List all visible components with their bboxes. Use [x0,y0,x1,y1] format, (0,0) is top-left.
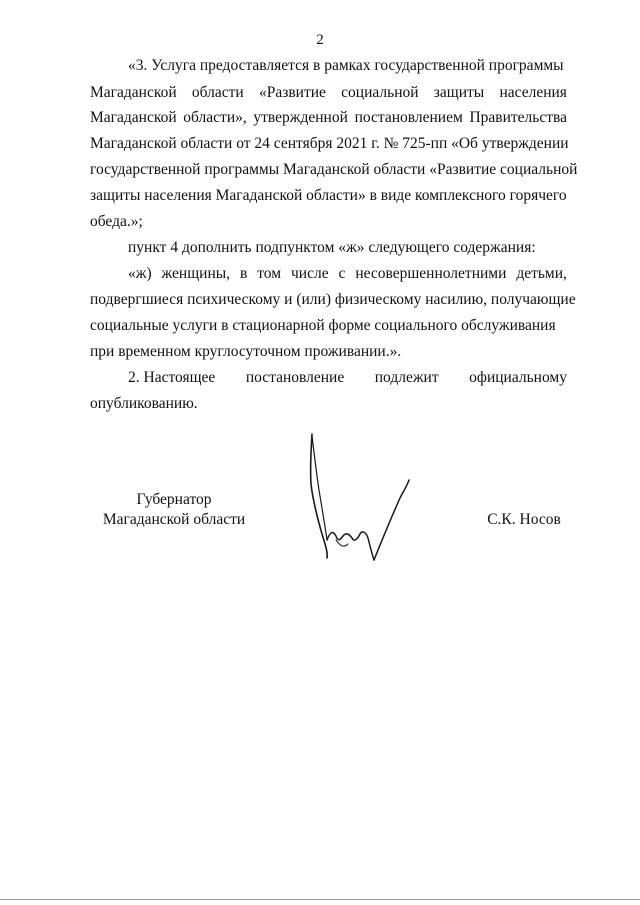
paragraph-3-line-3: социальные услуги в стационарной форме социального обслуживания [90,317,556,334]
signer-name: С.К. Носов [487,511,561,528]
word: «Развитие [258,84,326,101]
word: 2. Настоящее [128,369,216,386]
word: постановление [245,369,345,386]
word: защиты [433,84,485,101]
handwritten-signature [296,428,420,568]
signer-position-line-1: Губернатор [136,491,212,508]
word: утвержденной [253,109,348,126]
paragraph-3-line-4: при временном круглосуточном проживании.». [90,343,402,360]
word: в [239,265,248,282]
word: несовершеннолетними [355,265,507,282]
page-number: 2 [316,32,324,48]
word: официальному [469,369,567,386]
word: Магаданской [90,109,177,126]
word: том [257,265,282,282]
paragraph-4-line-2: опубликованию. [90,395,198,412]
paragraph-2: пункт 4 дополнить подпунктом «ж» следующего содержания: [128,239,536,256]
paragraph-3-line-2: подвергшиеся психическому и (или) физическому насилию, получающие [90,291,576,308]
paragraph-1-line-4: Магаданской области от 24 сентября 2021 г. № 725-пп «Об утверждении [90,135,569,152]
word: числе [290,265,329,282]
word: области», [183,109,247,126]
word: детьми, [516,265,567,282]
word: социальной [341,84,419,101]
word: Правительства [469,109,567,126]
paragraph-1-line-5: государственной программы Магаданской области «Развитие социальной [90,161,578,178]
signer-position-line-2: Магаданской области [102,511,246,528]
paragraph-4-line-1 [128,370,567,386]
paragraph-1-line-1: «3. Услуга предоставляется в рамках государственной программы [128,57,564,74]
page-bottom-edge [0,899,640,900]
word: подлежит [374,369,439,386]
word: населения [499,84,567,101]
paragraph-1-line-3 [90,110,567,126]
word: постановлением [354,109,463,126]
paragraph-3-line-1 [128,266,567,282]
word: Магаданской [90,84,177,101]
word: области [191,84,244,101]
word: с [338,265,346,282]
paragraph-1-line-7: обеда.»; [90,213,143,230]
paragraph-1-line-6: защиты населения Магаданской области» в виде комплексного горячего [90,187,567,204]
word: женщины, [161,265,231,282]
paragraph-1-line-2 [90,85,567,101]
word: «ж) [128,265,152,282]
